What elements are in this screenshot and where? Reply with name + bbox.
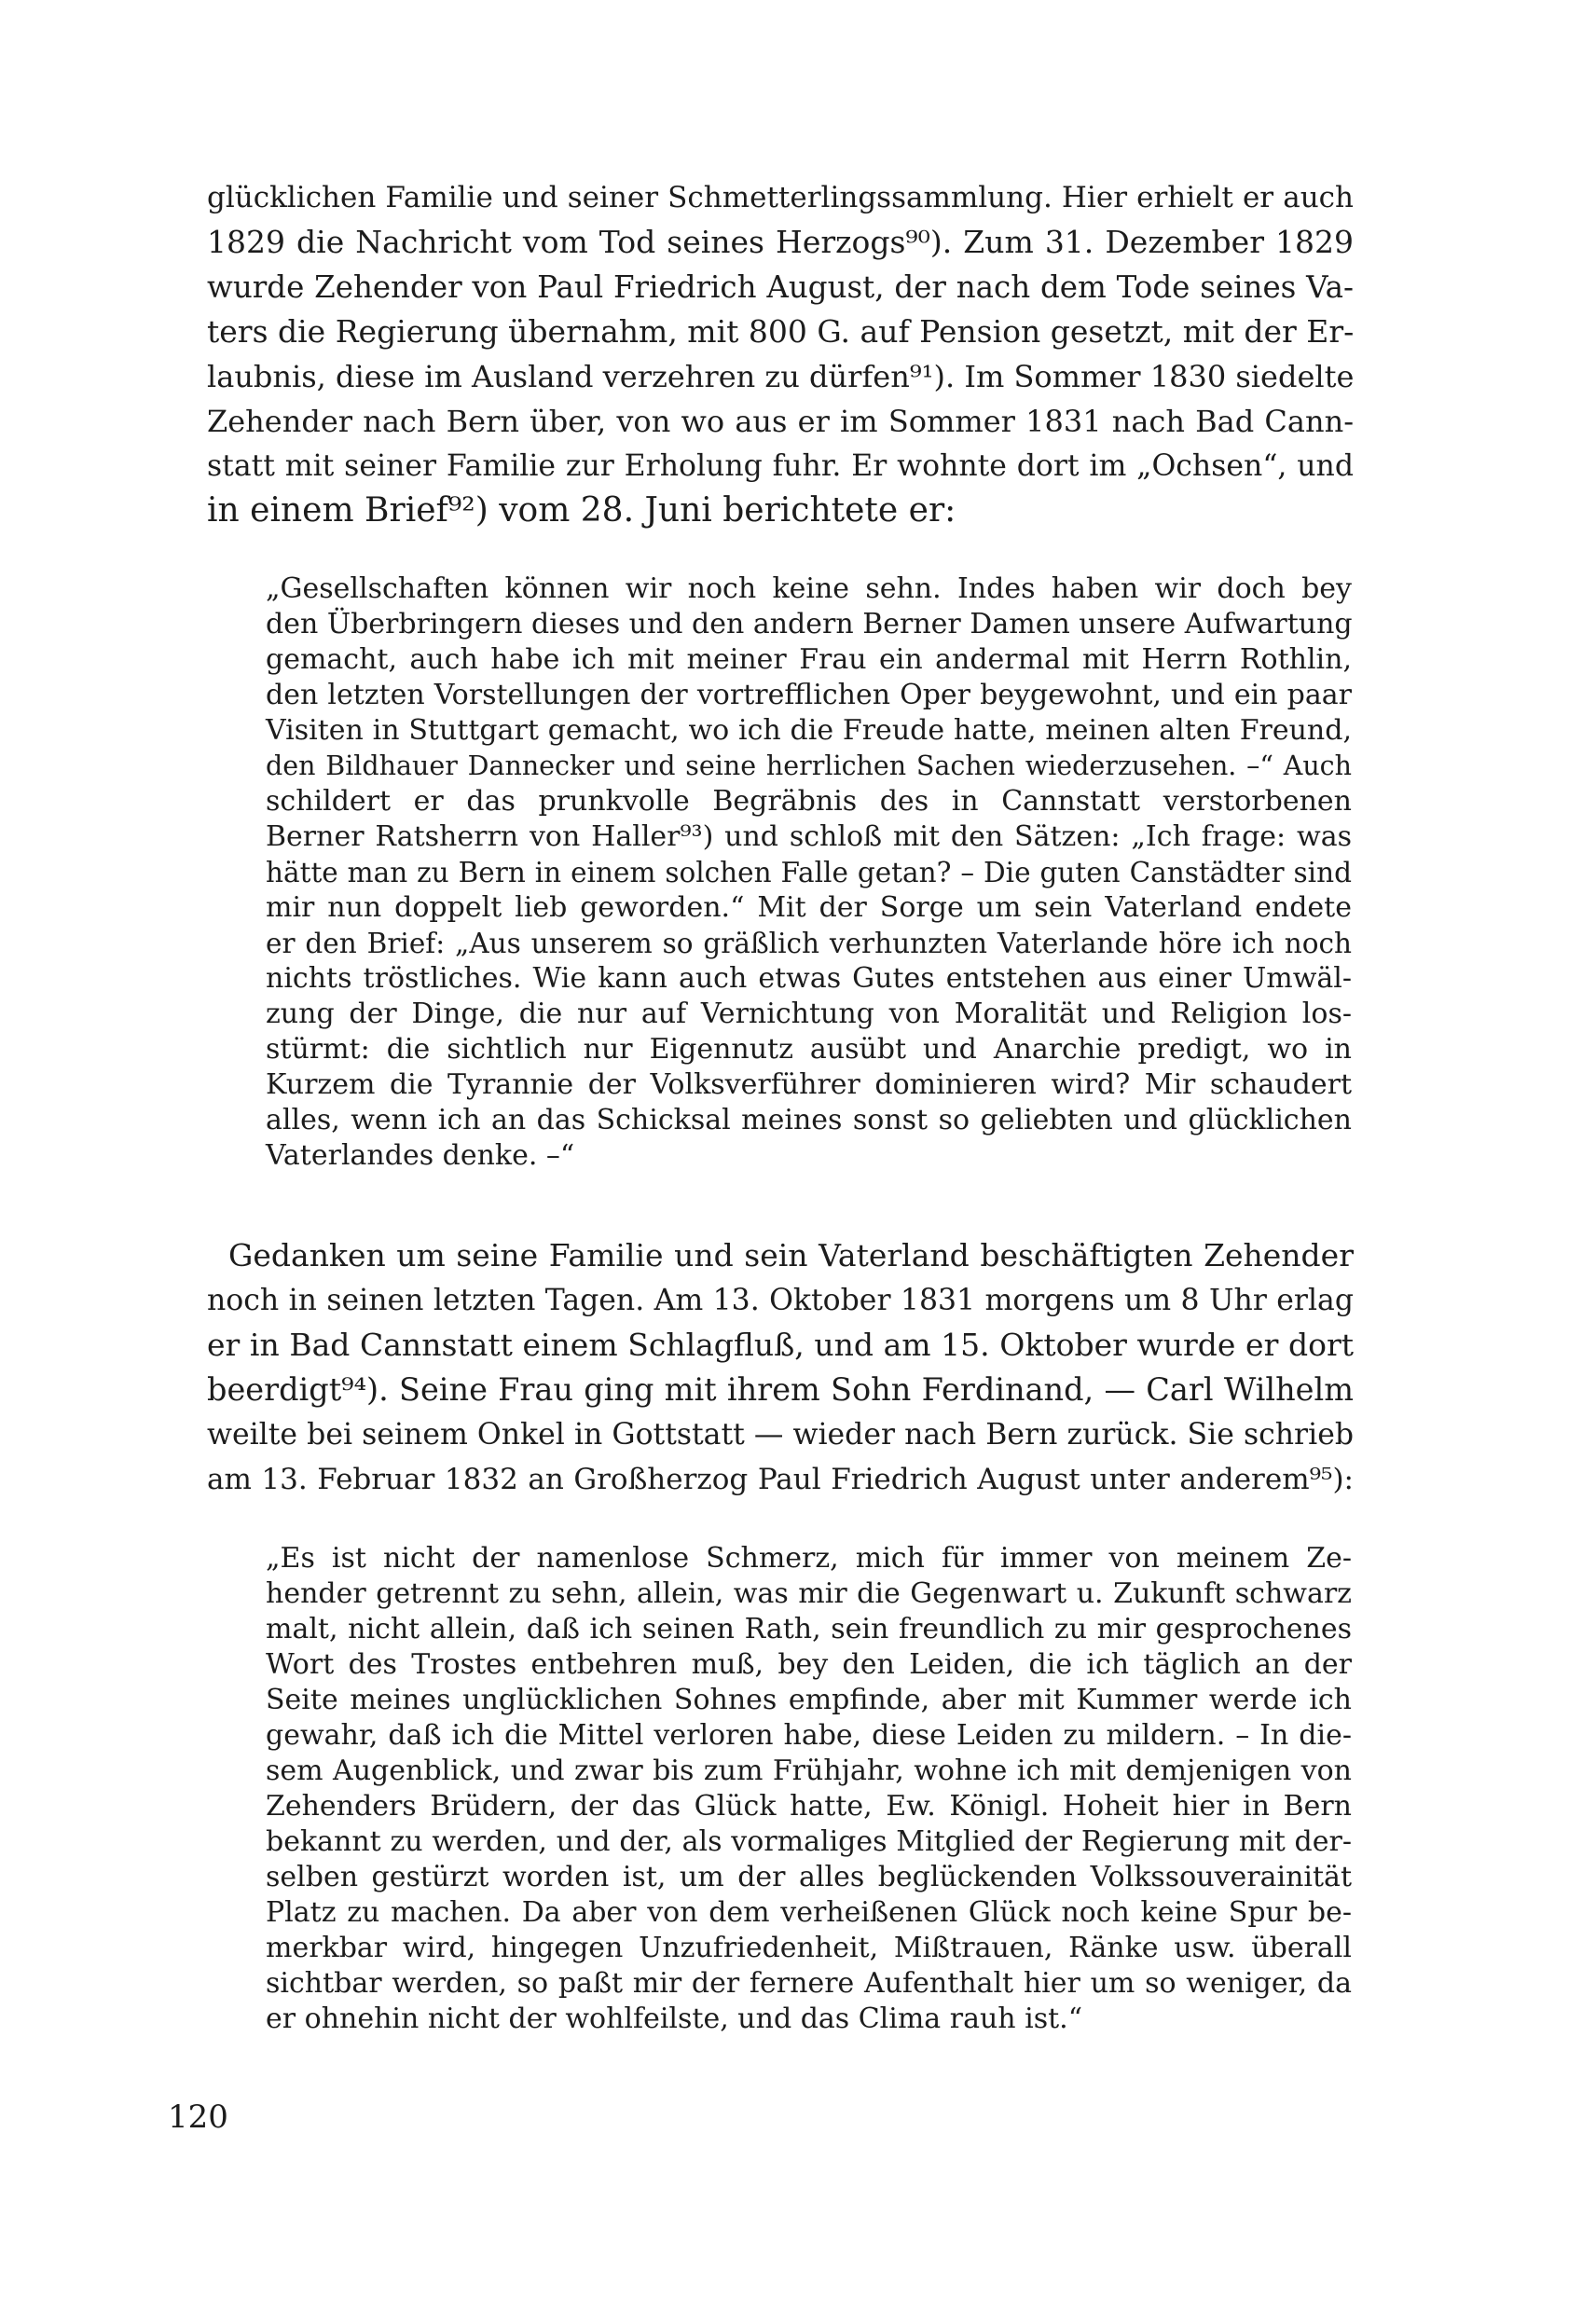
quote-line: „Es ist nicht der namenlose Schmerz, mich für immer von meinem Ze- (266, 1542, 1352, 1575)
quote-line: mir nun doppelt lieb geworden.“ Mit der Sorge um sein Vaterland endete (266, 891, 1352, 924)
quote-line: alles, wenn ich an das Schicksal meines sonst so geliebten und glücklichen (266, 1104, 1352, 1136)
quote-line: den letzten Vorstellungen der vortrefflichen Oper beygewohnt, und ein paar (266, 679, 1352, 711)
quote-line: Wort des Trostes entbehren muß, bey den Leiden, die ich täglich an der (266, 1648, 1352, 1681)
text-line: Gedanken um seine Familie und sein Vaterland beschäftigten Zehender (228, 1237, 1354, 1273)
quote-line: Visiten in Stuttgart gemacht, wo ich die Freude hatte, meinen alten Freund, (266, 714, 1352, 747)
quote-line: schildert er das prunkvolle Begräbnis des in Cannstatt verstorbenen (266, 785, 1352, 818)
quote-line: den Überbringern dieses und den andern Berner Damen unsere Aufwartung (266, 608, 1353, 640)
quote-line: Berner Ratsherrn von Haller⁹³) und schloß mit den Sätzen: „Ich frage: was (266, 820, 1352, 853)
quote-line: Vaterlandes denke. –“ (266, 1139, 575, 1172)
text-line: Zehender nach Bern über, von wo aus er im Sommer 1831 nach Bad Cann- (207, 404, 1354, 439)
quote-line: malt, nicht allein, daß ich seinen Rath, sein freundlich zu mir gesprochenes (266, 1613, 1352, 1645)
quote-line: Zehenders Brüdern, der das Glück hatte, Ew. Königl. Hoheit hier in Bern (266, 1790, 1352, 1823)
text-line: weilte bei seinem Onkel in Gottstatt — wieder nach Bern zurück. Sie schrieb (207, 1418, 1354, 1452)
quote-line: gemacht, auch habe ich mit meiner Frau ein andermal mit Herrn Rothlin, (266, 643, 1352, 676)
quote-line: er ohnehin nicht der wohlfeilste, und das Clima rauh ist.“ (266, 2002, 1083, 2035)
page-number: 120 (168, 2099, 228, 2136)
quote-line: Kurzem die Tyrannie der Volksverführer dominieren wird? Mir schaudert (266, 1068, 1352, 1101)
quote-line: gewahr, daß ich die Mittel verloren habe, diese Leiden zu mildern. – In die- (266, 1719, 1352, 1752)
text-line: in einem Brief⁹²) vom 28. Juni berichtete er: (207, 491, 956, 530)
quote-line: Platz zu machen. Da aber von dem verheißenen Glück noch keine Spur be- (266, 1896, 1352, 1929)
quote-line: den Bildhauer Dannecker und seine herrlichen Sachen wiederzusehen. –“ Auch (266, 750, 1352, 781)
quote-line: stürmt: die sichtlich nur Eigennutz ausübt und Anarchie predigt, wo in (266, 1033, 1352, 1066)
quote-line: sem Augenblick, und zwar bis zum Frühjahr, wohne ich mit demjenigen von (266, 1755, 1352, 1787)
quote-line: „Gesellschaften können wir noch keine sehn. Indes haben wir doch bey (266, 572, 1352, 605)
text-line: glücklichen Familie und seiner Schmetterlingssammlung. Hier erhielt er auch (207, 181, 1354, 214)
quote-line: bekannt zu werden, und der, als vormaliges Mitglied der Regierung mit der- (266, 1825, 1352, 1858)
quote-line: Seite meines unglücklichen Sohnes empfinde, aber mit Kummer werde ich (266, 1684, 1352, 1716)
text-line: 1829 die Nachricht vom Tod seines Herzogs⁹⁰). Zum 31. Dezember 1829 (207, 224, 1354, 260)
quote-line: merkbar wird, hingegen Unzufriedenheit, Mißtrauen, Ränke usw. überall (266, 1932, 1352, 1964)
text-line: beerdigt⁹⁴). Seine Frau ging mit ihrem Sohn Ferdinand, — Carl Wilhelm (207, 1371, 1354, 1408)
quote-line: hätte man zu Bern in einem solchen Falle getan? – Die guten Canstädter sind (266, 857, 1352, 888)
quote-line: zung der Dinge, die nur auf Vernichtung von Moralität und Religion los- (266, 998, 1352, 1030)
quote-line: selben gestürzt worden ist, um der alles beglückenden Volkssouverainität (266, 1861, 1352, 1893)
text-line: statt mit seiner Familie zur Erholung fuhr. Er wohnte dort im „Ochsen“, und (207, 449, 1354, 483)
text-line: noch in seinen letzten Tagen. Am 13. Oktober 1831 morgens um 8 Uhr erlag (207, 1284, 1354, 1317)
text-line: er in Bad Cannstatt einem Schlagfluß, und am 15. Oktober wurde er dort (207, 1327, 1354, 1363)
text-line: laubnis, diese im Ausland verzehren zu dürfen⁹¹). Im Sommer 1830 siedelte (207, 359, 1355, 394)
quote-line: hender getrennt zu sehn, allein, was mir die Gegenwart u. Zukunft schwarz (266, 1577, 1352, 1610)
quote-line: nichts tröstliches. Wie kann auch etwas Gutes entstehen aus einer Umwäl- (266, 962, 1352, 995)
text-line: am 13. Februar 1832 an Großherzog Paul Friedrich August unter anderem⁹⁵): (207, 1463, 1354, 1496)
text-line: wurde Zehender von Paul Friedrich August, der nach dem Tode seines Va- (207, 269, 1354, 305)
text-line: ters die Regierung übernahm, mit 800 G. auf Pension gesetzt, mit der Er- (207, 313, 1355, 350)
quote-line: sichtbar werden, so paßt mir der fernere Aufenthalt hier um so weniger, da (266, 1967, 1352, 2000)
quote-line: er den Brief: „Aus unserem so gräßlich verhunzten Vaterlande höre ich noch (266, 928, 1352, 959)
